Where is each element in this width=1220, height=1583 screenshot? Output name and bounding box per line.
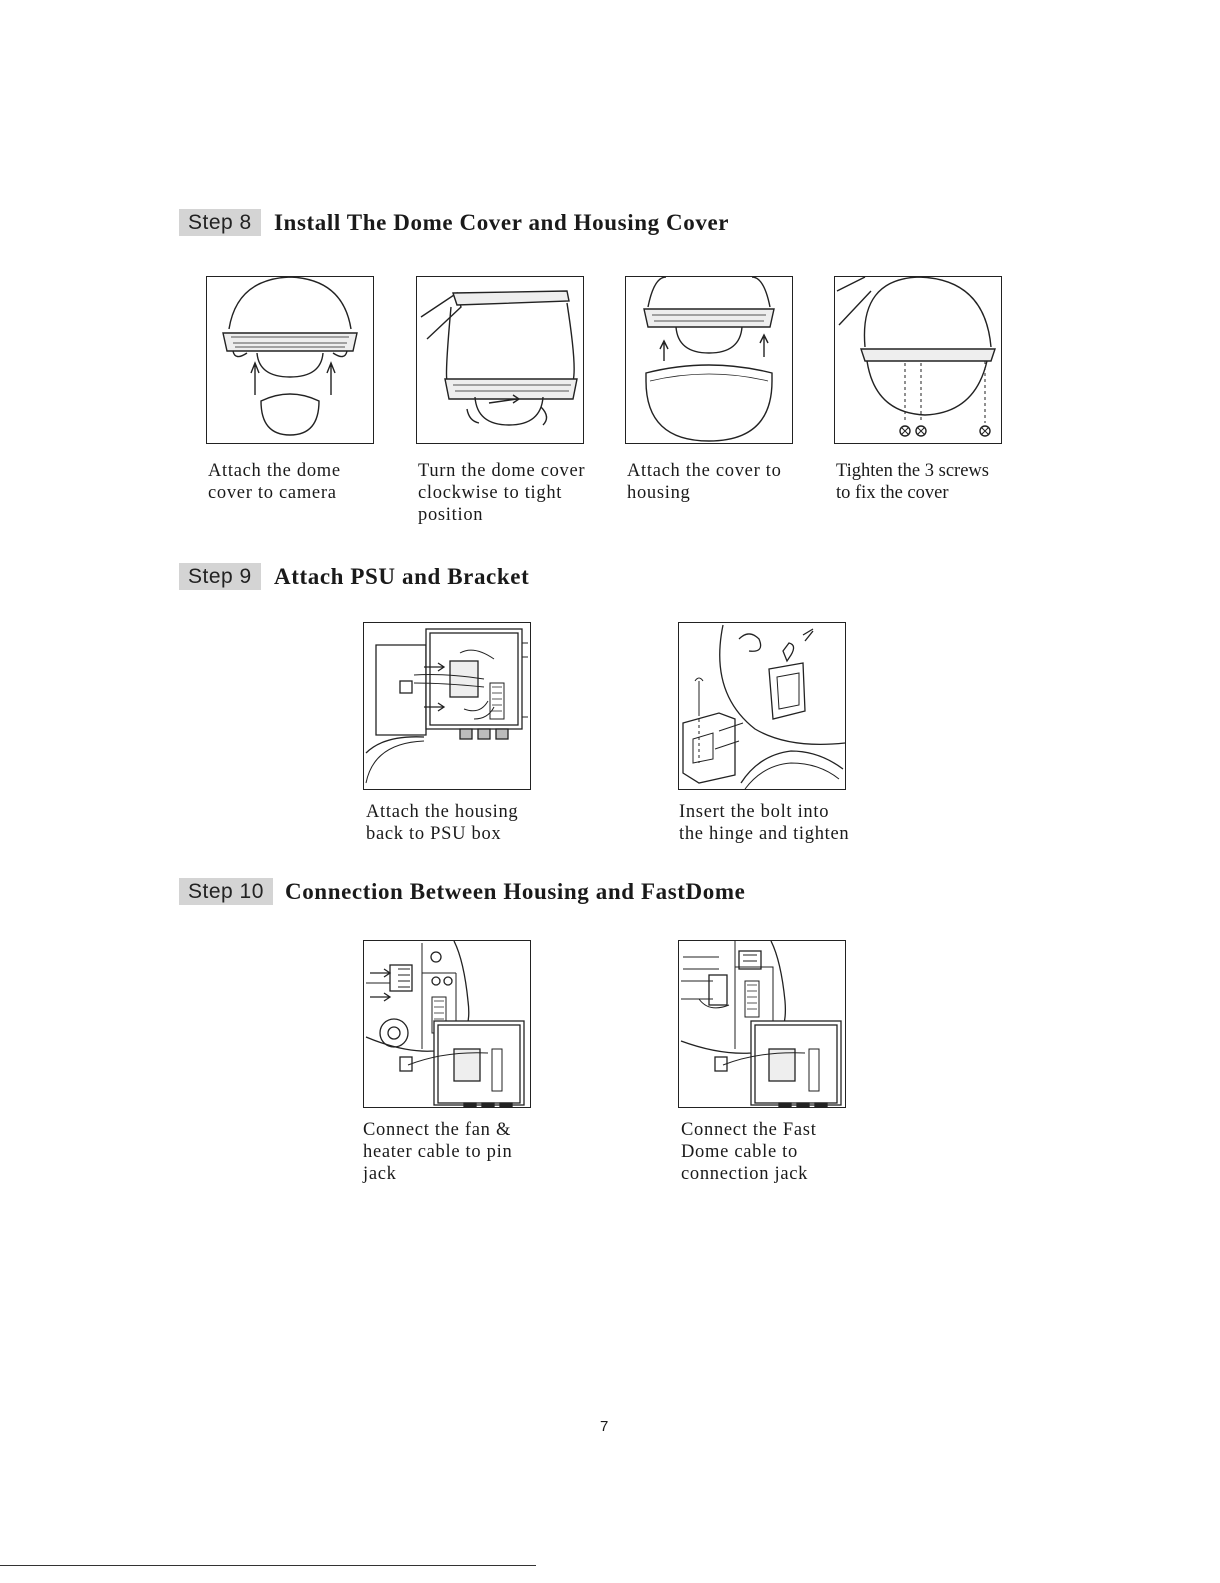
fan-heater-cable-illustration [363,940,531,1108]
caption-fan-heater-cable: Connect the fan & heater cable to pin jack [363,1120,513,1184]
page-number: 7 [600,1418,609,1435]
step-9-badge: Step 9 [179,563,261,590]
cover-to-housing-illustration [625,276,793,444]
fastdome-cable-illustration [678,940,846,1108]
step-10-badge: Step 10 [179,878,273,905]
caption-fastdome-cable: Connect the Fast Dome cable to connection jack [681,1120,817,1184]
step-8-badge: Step 8 [179,209,261,236]
caption-tighten-screws: Tighten the 3 screws to fix the cover [836,461,989,503]
caption-attach-dome-cover: Attach the dome cover to camera [208,461,341,503]
caption-turn-dome-cover: Turn the dome cover clockwise to tight position [418,461,586,525]
dome-cover-turn-illustration [416,276,584,444]
hinge-bolt-illustration [678,622,846,790]
dome-cover-attach-illustration [206,276,374,444]
footer-rule [0,1565,536,1566]
step-10-title: Connection Between Housing and FastDome [285,879,746,904]
caption-insert-bolt: Insert the bolt into the hinge and tighten [679,802,850,844]
tighten-screws-illustration [834,276,1002,444]
caption-attach-cover-housing: Attach the cover to housing [627,461,782,503]
psu-box-illustration [363,622,531,790]
step-8-title: Install The Dome Cover and Housing Cover [274,210,730,235]
step-9-title: Attach PSU and Bracket [274,564,530,589]
caption-attach-housing-psu: Attach the housing back to PSU box [366,802,519,844]
